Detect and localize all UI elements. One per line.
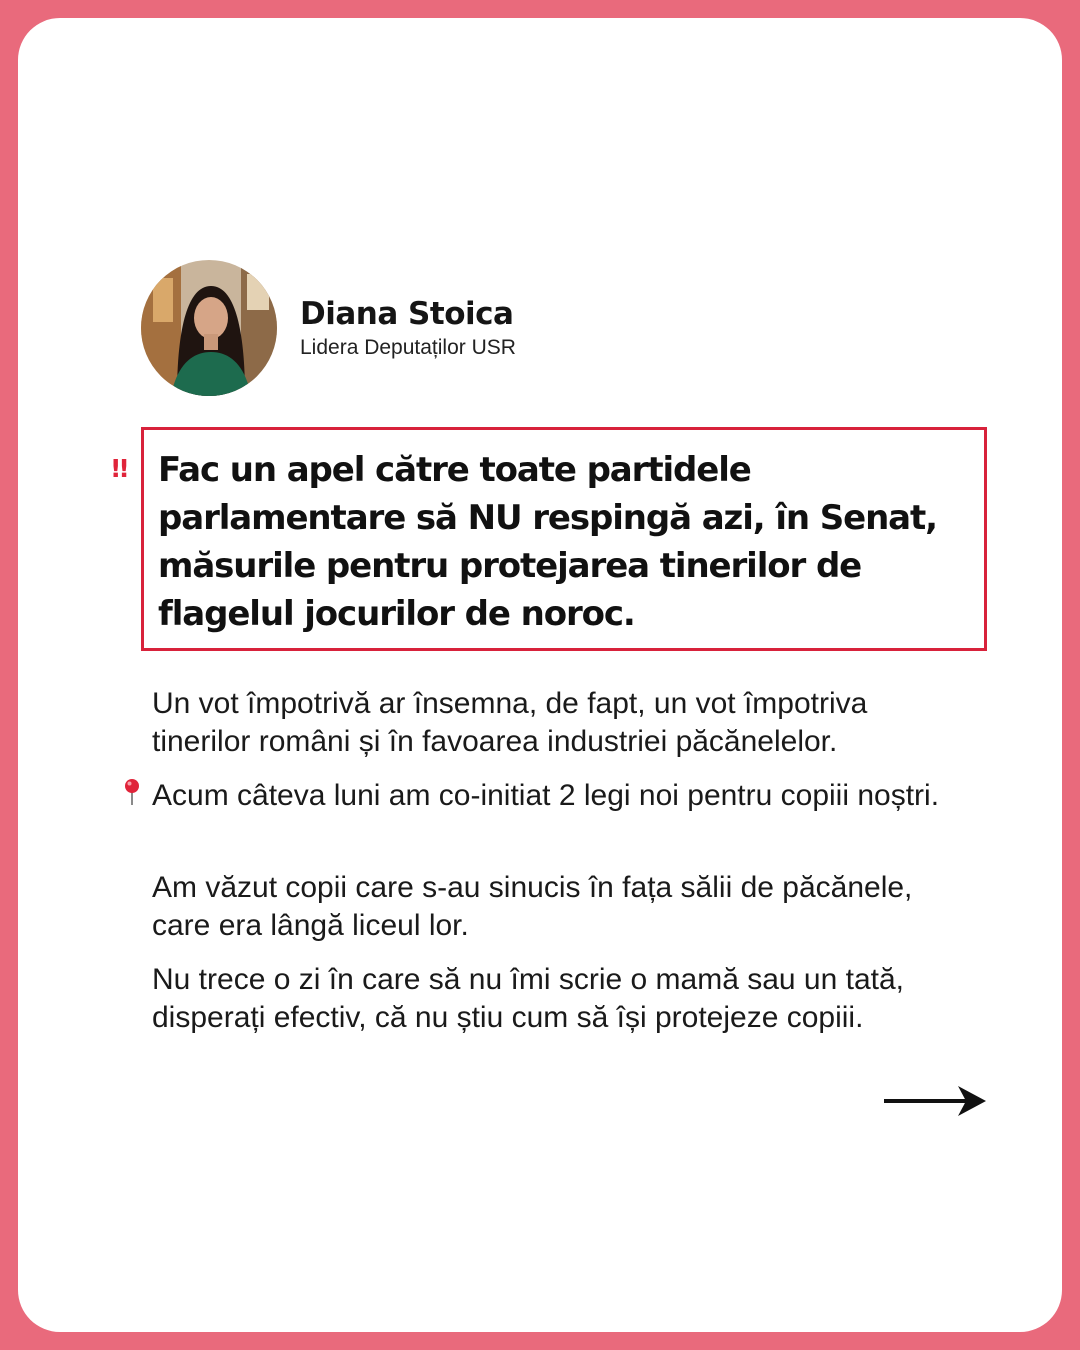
- headline: Fac un apel către toate partidele parlamentare să NU respingă azi, în Senat, măsurile pentru protejarea tinerilor de flagelul jocurilor de noroc.: [158, 450, 937, 634]
- paragraph: Am văzut copii care s-au sinucis în fața sălii de păcănele, care era lângă liceul lor.: [152, 871, 913, 942]
- headline-box: [141, 427, 987, 651]
- author-role: Lidera Deputaților USR: [300, 336, 516, 359]
- author-name: Diana Stoica: [300, 296, 514, 332]
- paragraph: Un vot împotrivă ar însemna, de fapt, un vot împotriva tinerilor români și în favoarea industriei păcănelelor.: [152, 687, 868, 758]
- post-card: [18, 18, 1062, 1332]
- paragraph: Acum câteva luni am co-initiat 2 legi noi pentru copiii noștri.: [152, 779, 940, 812]
- arrow-right-icon[interactable]: [880, 1082, 990, 1120]
- avatar: [141, 260, 277, 396]
- round-pushpin-icon: [123, 778, 141, 806]
- paragraph: Nu trece o zi în care să nu îmi scrie o mamă sau un tată, disperați efectiv, că nu știu cum să își protejeze copiii.: [152, 963, 904, 1034]
- double-exclamation-icon: !!: [110, 454, 127, 483]
